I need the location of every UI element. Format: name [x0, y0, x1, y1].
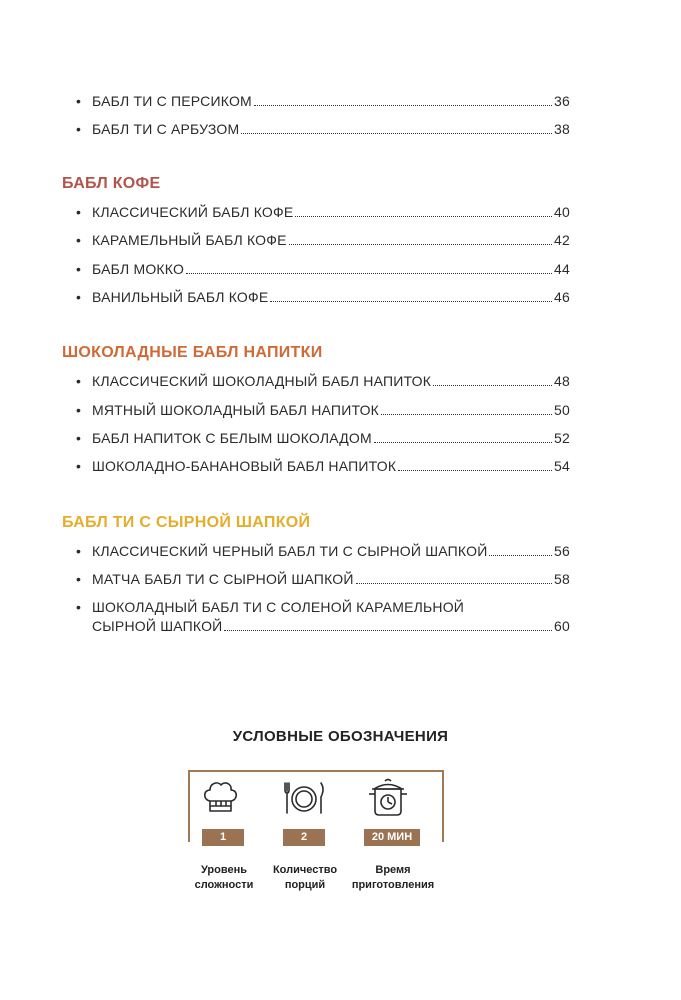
bullet: • — [76, 261, 82, 277]
toc-entry-title: БАБЛ МОККО — [92, 261, 185, 277]
toc-entry-title: МАТЧА БАБЛ ТИ С СЫРНОЙ ШАПКОЙ — [92, 571, 354, 587]
plate-fork-knife-icon — [264, 775, 344, 819]
toc-entry-page: 46 — [554, 289, 570, 305]
toc-entry-page: 54 — [554, 458, 570, 474]
toc-entry[interactable] — [62, 260, 570, 279]
toc-entry[interactable] — [62, 457, 570, 476]
pot-timer-icon — [348, 775, 428, 821]
servings-value: 2 — [283, 829, 325, 846]
legend-title: УСЛОВНЫЕ ОБОЗНАЧЕНИЯ — [232, 728, 449, 745]
toc-entry[interactable] — [62, 288, 570, 307]
legend-item-time — [348, 775, 428, 821]
section-title-chocolate: ШОКОЛАДНЫЕ БАБЛ НАПИТКИ — [62, 344, 323, 361]
toc-entry-page: 52 — [554, 430, 570, 446]
section-title-cheese-cap: БАБЛ ТИ С СЫРНОЙ ШАПКОЙ — [62, 514, 311, 531]
bullet: • — [76, 402, 82, 418]
toc-entry-title: КЛАССИЧЕСКИЙ ЧЕРНЫЙ БАБЛ ТИ С СЫРНОЙ ШАПКОЙ — [92, 543, 488, 559]
caption-line: приготовления — [351, 879, 435, 891]
bullet: • — [76, 93, 82, 109]
toc-entry-page: 40 — [554, 204, 570, 220]
toc-entry-title: КЛАССИЧЕСКИЙ БАБЛ КОФЕ — [92, 204, 294, 220]
servings-caption — [260, 863, 350, 893]
bullet: • — [76, 204, 82, 220]
bullet: • — [76, 571, 82, 587]
bullet: • — [76, 543, 82, 559]
bullet: • — [76, 430, 82, 446]
toc-entry-title-line2: СЫРНОЙ ШАПКОЙ — [92, 618, 223, 634]
toc-entry[interactable] — [62, 542, 570, 561]
toc-entry-title: БАБЛ ТИ С АРБУЗОМ — [92, 121, 240, 137]
toc-entry-title: КЛАССИЧЕСКИЙ ШОКОЛАДНЫЙ БАБЛ НАПИТОК — [92, 373, 432, 389]
caption-line: Уровень — [200, 864, 247, 876]
toc-entry[interactable] — [62, 120, 570, 139]
toc-entry[interactable] — [62, 231, 570, 250]
toc-entry-page: 42 — [554, 232, 570, 248]
section-title-bubble-coffee: БАБЛ КОФЕ — [62, 175, 161, 192]
time-caption — [348, 863, 438, 893]
caption-line: Время — [375, 864, 411, 876]
toc-entry-page: 58 — [554, 571, 570, 587]
bullet: • — [76, 121, 82, 137]
legend-item-difficulty — [180, 775, 260, 819]
toc-entry[interactable] — [62, 401, 570, 420]
caption-line: сложности — [194, 879, 254, 891]
toc-entry-page: 36 — [554, 93, 570, 109]
toc-entry-page: 38 — [554, 121, 570, 137]
toc-entry-title: КАРАМЕЛЬНЫЙ БАБЛ КОФЕ — [92, 232, 287, 248]
toc-entry-title: ШОКОЛАДНО-БАНАНОВЫЙ БАБЛ НАПИТОК — [92, 458, 397, 474]
toc-entry[interactable] — [62, 372, 570, 391]
toc-entry-page: 60 — [554, 618, 570, 634]
chef-hat-icon — [180, 775, 260, 819]
bullet: • — [76, 289, 82, 305]
bullet: • — [76, 373, 82, 389]
toc-entry[interactable] — [62, 598, 570, 636]
toc-entry-title-line1: ШОКОЛАДНЫЙ БАБЛ ТИ С СОЛЕНОЙ КАРАМЕЛЬНОЙ — [92, 599, 465, 615]
time-value: 20 МИН — [364, 829, 420, 846]
bullet: • — [76, 599, 82, 615]
toc-entry-title: БАБЛ НАПИТОК С БЕЛЫМ ШОКОЛАДОМ — [92, 430, 372, 446]
toc-entry-title: ВАНИЛЬНЫЙ БАБЛ КОФЕ — [92, 289, 269, 305]
toc-entry[interactable] — [62, 429, 570, 448]
toc-entry[interactable] — [62, 570, 570, 589]
toc-entry-title: МЯТНЫЙ ШОКОЛАДНЫЙ БАБЛ НАПИТОК — [92, 402, 380, 418]
legend-item-servings — [264, 775, 344, 819]
toc-entry-page: 44 — [554, 261, 570, 277]
toc-entry-page: 48 — [554, 373, 570, 389]
toc-entry[interactable] — [62, 203, 570, 222]
toc-entry[interactable] — [62, 92, 570, 111]
bullet: • — [76, 232, 82, 248]
toc-entry-page: 56 — [554, 543, 570, 559]
bullet: • — [76, 458, 82, 474]
difficulty-value: 1 — [202, 829, 244, 846]
difficulty-caption — [179, 863, 269, 893]
caption-line: Количество — [272, 864, 338, 876]
toc-entry-title: БАБЛ ТИ С ПЕРСИКОМ — [92, 93, 252, 109]
caption-line: порций — [284, 879, 326, 891]
toc-entry-page: 50 — [554, 402, 570, 418]
